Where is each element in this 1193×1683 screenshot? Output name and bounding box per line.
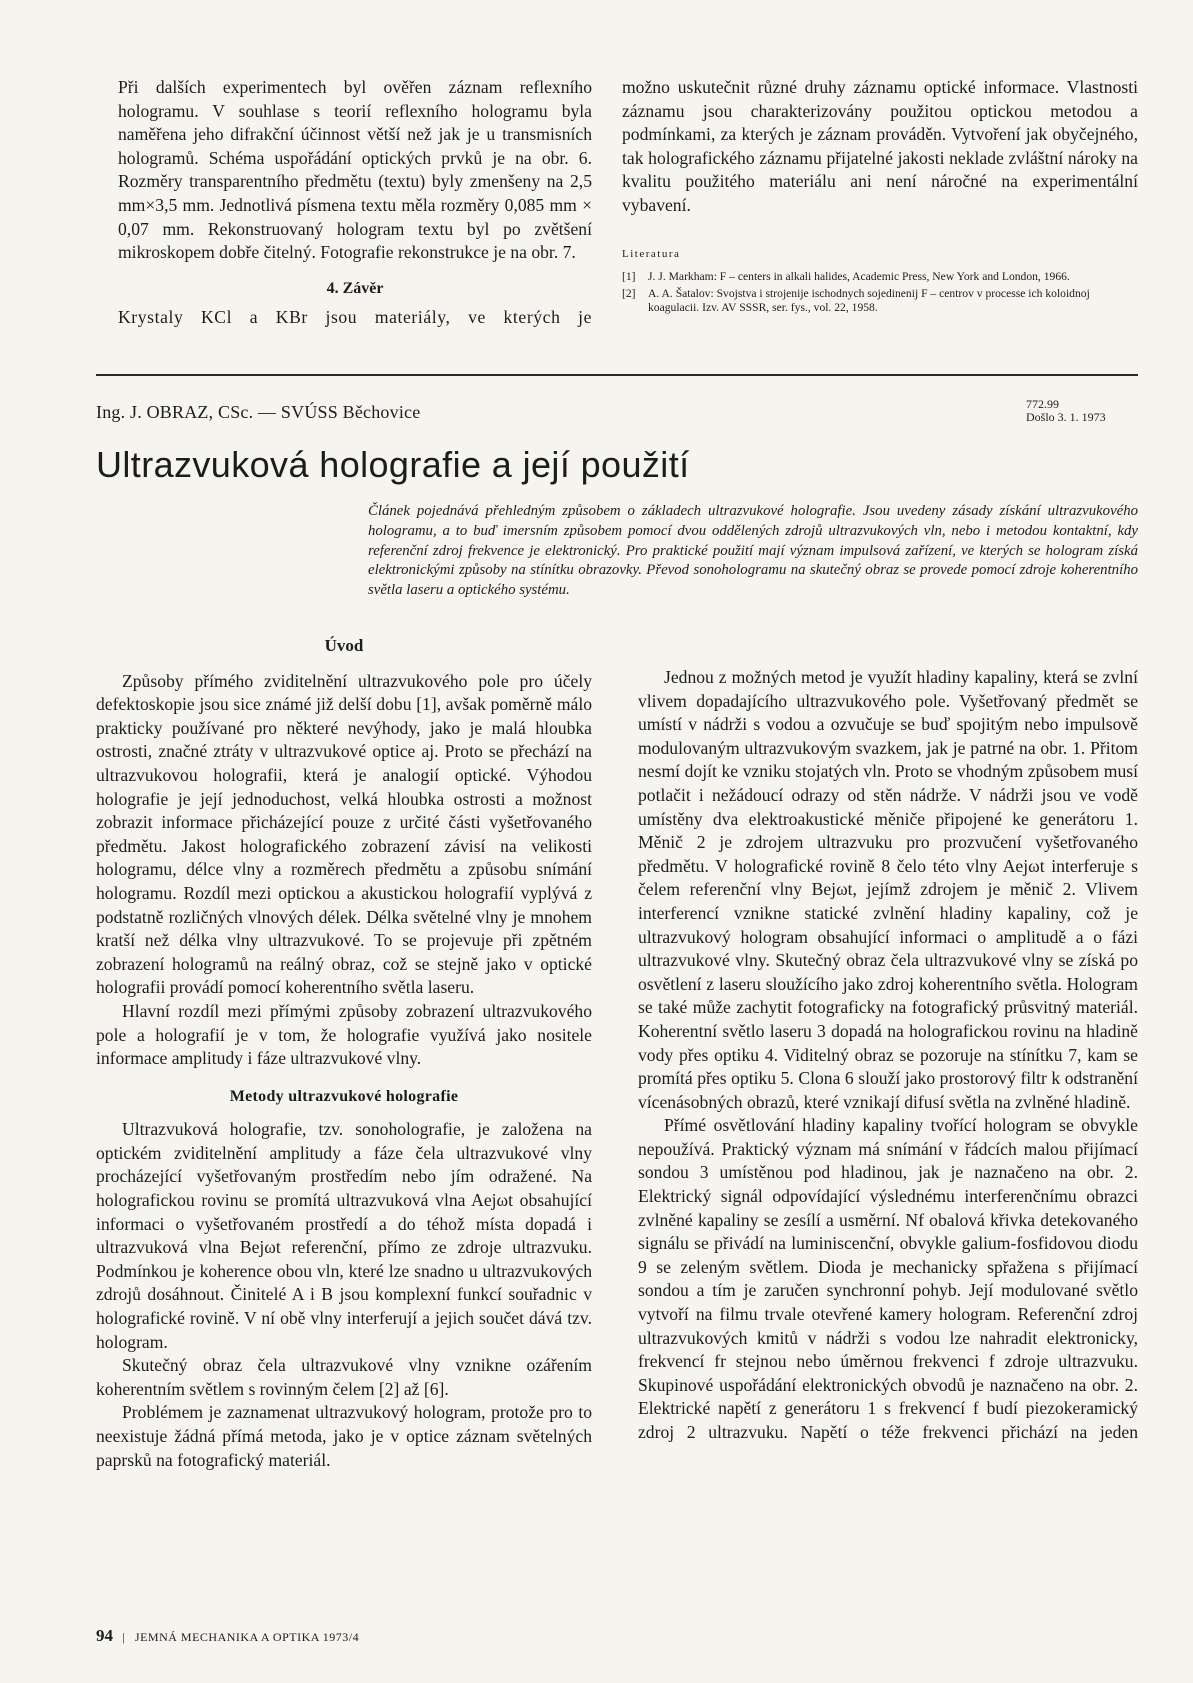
body-paragraph: Jednou z možných metod je využít hladiny kapaliny, která se zvlní vlivem dopadajícího ultrazvukového pole. Vyšetřovaný předmět se umístí v nádrži s vodou a ozvučuje se buď spojitým nebo impulsově modulovaným ultrazvukovým svazkem, jak je patrné na obr. 1. Přitom nesmí dojít ke vzniku stojatých vln. Proto se vhodným způsobem musí potlačit i nežádoucí odrazy od stěn nádrže. V nádrži jsou ve vodě umístěny dva elektroakustické měniče připojené ke generátoru 1. Měnič 2 je zdrojem ultrazvuku pro prozvučení vyšetřovaného předmětu. V holografické rovině 8 čelo této vlny Aejωt interferuje s čelem referenční vlny Bejωt, jejímž zdrojem je měnič 2. Vlivem interferencí vznikne statické zvlnění hladiny kapaliny, což je ultrazvukový hologram obsahující informaci o amplitudě a o fázi ultrazvukové vlny. Skutečný obraz čela ultrazvukové vlny se získá po osvětlení z laseru sloužícího jako zdroj koherentního světla. Hologram se také může zachytit fotograficky na fotografický průsvitný materiál. Koherentní světlo laseru 3 dopadá na holografickou rovinu na hladině vody přes optiku 4. Viditelný obraz se pozoruje na stínítku 7, kam se promítá přes optiku 5. Clona 6 slouží jako prostorový filtr k odstranění vícenásobných obrazů, které vznikají difusí světla na zvlněné hladině.: [638, 667, 1138, 1112]
prev-article-conclusion-continued: možno uskutečnit různé druhy záznamu optické informace. Vlastnosti záznamu jsou charakterizovány použitou optickou metodou a podmínkami, za kterých je záznam prováděn. Vytvoření jak obyčejného, tak holografického záznamu přijatelné jakosti neklade zvláštní nároky na kvalitu použitého materiálu ani není náročné na experimentální vybavení.: [622, 77, 1138, 215]
reference-item: [622, 270, 1138, 284]
reference-text: A. A. Šatalov: Svojstva i strojenije ischodnych sojedinenij F – centrov v processe ich koloidnoj koagulacii. Izv. AV SSSR, ser. fys., vol. 22, 1958.: [648, 286, 1090, 314]
received-date: Došlo 3. 1. 1973: [1026, 410, 1106, 424]
body-paragraph: Ultrazvuková holografie, tzv. sonoholografie, je založena na optickém zviditelnění amplitudy a fáze čela ultrazvukové vlny procházející vyšetřovaným prostředím nebo jím odražené. Na holografickou rovinu se promítá ultrazvuková vlna Aejωt obsahující informaci o vyšetřovaném prostředí a do téhož místa dopadá i ultrazvuková vlna Bejωt referenční, přímo ze zdroje ultrazvuku. Podmínkou je koherence obou vln, které lze snadno u ultrazvukových zdrojů dosáhnout. Činitelé A i B jsou komplexní funkcí souřadnic v holografické rovině. V ní obě vlny interferují a jejich součet dává tzv. hologram.: [96, 1119, 592, 1352]
footer-separator: |: [122, 1630, 126, 1644]
prev-article-right-column: [622, 76, 1138, 318]
page-footer: [96, 1626, 359, 1646]
body-paragraph: Přímé osvětlování hladiny kapaliny tvořící hologram se obvykle nepoužívá. Praktický význam má snímání v řádcích malou přijímací sondou 3 umístěnou pod hladinou, jak je naznačeno na obr. 2. Elektrický signál odpovídající výslednému interferenčnímu obrazci zvlněné kapaliny se zesílí a usměrní. Nf obalová křivka detekovaného signálu se přivádí na luminiscenční, obvykle galium-fosfidovou diodu 9 se zeleným světlem. Dioda je mechanicky spřažena s přijímací sondou a tím je zaručen synchronní pohyb. Její modulované světlo vytvoří na filmu trvale otevřené kamery hologram. Referenční zdroj ultrazvukových kmitů v nádrži s vodou lze nahradit elektronicky, frekvencí fr stejnou nebo úměrnou frekvenci f zdroje ultrazvuku. Skupinové uspořádání elektronických obvodů je naznačeno na obr. 2. Elektrické napětí z generátoru 1 s frekvencí f budí piezokeramický zdroj 2 ultrazvuku. Napětí o téže frekvenci přichází na jeden: [638, 1115, 1138, 1442]
udc-code: 772.99: [1026, 397, 1059, 411]
section-heading-intro: Úvod: [324, 636, 364, 655]
conclusion-start: Krystaly KCl a KBr jsou materiály, ve kterých je: [118, 307, 592, 328]
body-paragraph: Hlavní rozdíl mezi přímými způsoby zobrazení ultrazvukového pole a holografií je v tom, že holografie využívá jako nositele informace amplitudy i fáze ultrazvukové vlny.: [96, 1000, 592, 1069]
conclusion-heading: 4. Závěr: [326, 279, 384, 297]
article-abstract: Článek pojednává přehledným způsobem o základech ultrazvukové holografie. Jsou uvedeny zásady získání ultrazvukového hologramu, a to buď imersním způsobem pomocí dvou oddělených zdrojů ultrazvukových vln, nebo i metodou kontaktní, kdy referenční zdroj frekvence je elektronický. Pro praktické použití mají význam impulsová zařízení, ve kterých se hologram získá elektronickými způsoby na stínítku obrazovky. Převod sonohologramu na skutečný obraz se provede pomocí zdroje koherentního světla laseru a optického systému.: [368, 503, 1138, 599]
article-separator-rule: [96, 374, 1138, 376]
body-paragraph: Skutečný obraz čela ultrazvukové vlny vznikne ozářením koherentním světlem s rovinným čelem [2] až [6].: [96, 1355, 592, 1399]
prev-article-paragraph: Při dalších experimentech byl ověřen záznam reflexního hologramu. V souhlase s teorií reflexního hologramu byla naměřena jeho difrakční účinnost větší než jak je u transmisních hologramů. Schéma uspořádání optických prvků je na obr. 6. Rozměry transparentního předmětu (textu) byly zmenšeny na 2,5 mm×3,5 mm. Jednotlivá písmena textu měla rozměry 0,085 mm × 0,07 mm. Rekonstruovaný hologram textu byl po zvětšení mikroskopem dobře čitelný. Fotografie rekonstrukce je na obr. 7.: [118, 77, 592, 263]
journal-name: JEMNÁ MECHANIKA A OPTIKA 1973/4: [134, 1630, 360, 1644]
article-left-column: [96, 634, 592, 1472]
body-paragraph: Problémem je zaznamenat ultrazvukový hologram, protože pro to neexistuje žádná přímá metoda, jako je v optice záznam světelných paprsků na fotografický materiál.: [96, 1402, 592, 1470]
article-right-column: [638, 666, 1138, 1445]
reference-item: [622, 287, 1138, 315]
reference-number: [1]: [622, 269, 636, 283]
literature-heading: Literatura: [622, 247, 681, 260]
article-meta: [1026, 398, 1136, 424]
reference-text: J. J. Markham: F – centers in alkali halides, Academic Press, New York and London, 1966.: [648, 269, 1070, 283]
author-byline: Ing. J. OBRAZ, CSc. — SVÚSS Běchovice: [96, 402, 421, 422]
reference-number: [2]: [622, 286, 636, 300]
article-title: Ultrazvuková holografie a její použití: [96, 444, 690, 485]
page-number: 94: [96, 1626, 113, 1645]
prev-article-left-column: [118, 76, 592, 330]
body-paragraph: Způsoby přímého zviditelnění ultrazvukového pole pro účely defektoskopie jsou sice známé již delší dobu [1], avšak poměrně málo prakticky používané pro některé nevýhody, jako je malá hloubka ostrosti, značné ztráty v ultrazvukové optice aj. Proto se přechází na ultrazvukovou holografii, která je analogií optické. Výhodou holografie je její jednoduchost, velká hloubka ostrosti a možnost zobrazit informace přicházející pouze z určité části vyšetřovaného předmětu. Jakost holografického zobrazení závisí na velikosti hologramu, délce vlny a rozměrech předmětu a způsobu snímání hologramu. Rozdíl mezi optickou a akustickou holografií vyplývá z podstatně rozličných vlnových délek. Délka světelné vlny je mnohem kratší než délka vlny ultrazvukové. To se projevuje při zpětném zobrazení hologramů na reálný obraz, což se stejně jako v optické holografii provádí pomocí koherentního světla laseru.: [96, 670, 592, 998]
section-heading-methods: Metody ultrazvukové holografie: [229, 1087, 459, 1105]
